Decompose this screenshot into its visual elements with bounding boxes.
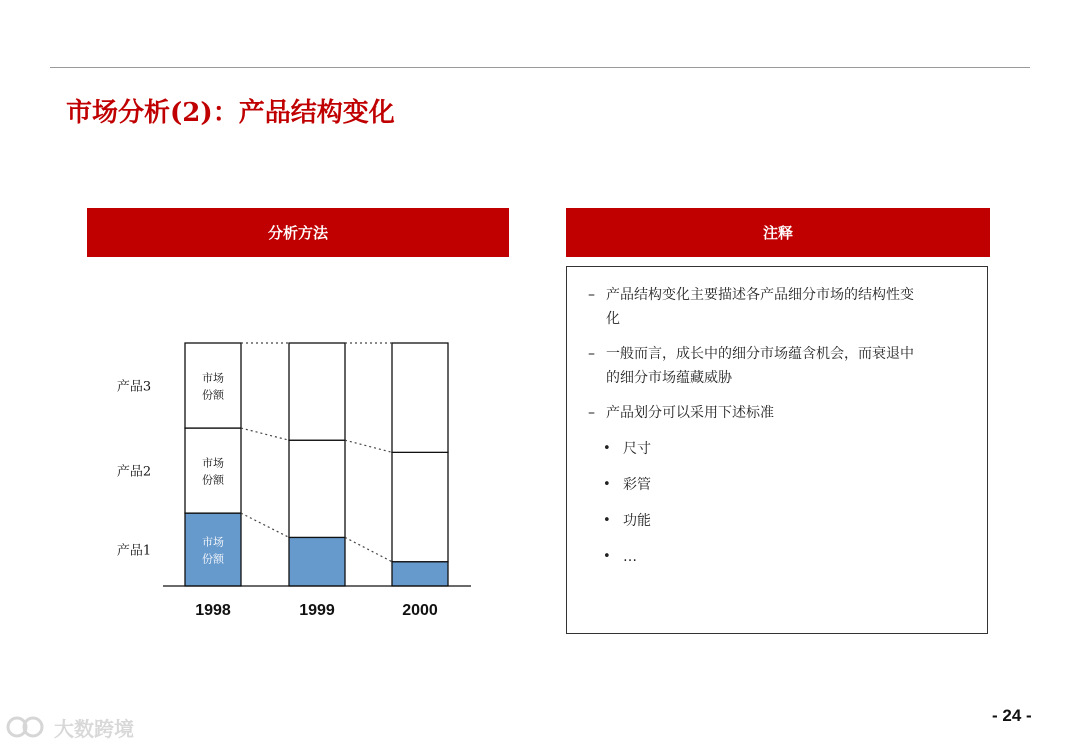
bar-segment (289, 440, 345, 537)
watermark-text: 大数跨境 (54, 716, 134, 741)
notes-header: 注释 (566, 208, 990, 257)
connector-line (345, 440, 392, 452)
watermark (6, 712, 134, 742)
notes-box: – 产品结构变化主要描述各产品细分市场的结构性变 化 – 一般而言，成长中的细分市场蕴含机会，而衰退中 的细分市场蕴藏威胁 – 产品划分可以采用下述标准 • 尺寸 • 彩管 • 功能 • … (566, 266, 988, 634)
bar-segment (185, 428, 241, 513)
series-label: 产品2 (116, 464, 152, 480)
segment-label: 份额 (202, 388, 224, 402)
bar-segment (392, 343, 448, 452)
stacked-bar-chart (87, 320, 487, 630)
bar-segment (185, 343, 241, 428)
bar-segment (392, 452, 448, 561)
analysis-method-header: 分析方法 (87, 208, 509, 257)
segment-label: 市场 (202, 456, 224, 470)
segment-label: 份额 (202, 552, 224, 566)
page-title: 市场分析(2)：产品结构变化 (66, 98, 395, 128)
segment-label: 份额 (202, 473, 224, 487)
series-label: 产品1 (116, 543, 152, 559)
category-label: 2000 (402, 602, 438, 619)
segment-label: 市场 (202, 371, 224, 385)
bar-segment (392, 562, 448, 586)
top-divider (50, 67, 1030, 68)
connector-line (241, 428, 289, 440)
segment-label: 市场 (202, 535, 224, 549)
series-label: 产品3 (116, 379, 152, 395)
connector-line (345, 537, 392, 561)
bar-segment (185, 513, 241, 586)
bar-segment (289, 537, 345, 586)
watermark-logo-icon (6, 714, 48, 740)
category-label: 1998 (195, 602, 231, 619)
page-number: - 24 - (992, 706, 1032, 725)
bar-segment (289, 343, 345, 440)
category-label: 1999 (299, 602, 335, 619)
connector-line (241, 513, 289, 537)
